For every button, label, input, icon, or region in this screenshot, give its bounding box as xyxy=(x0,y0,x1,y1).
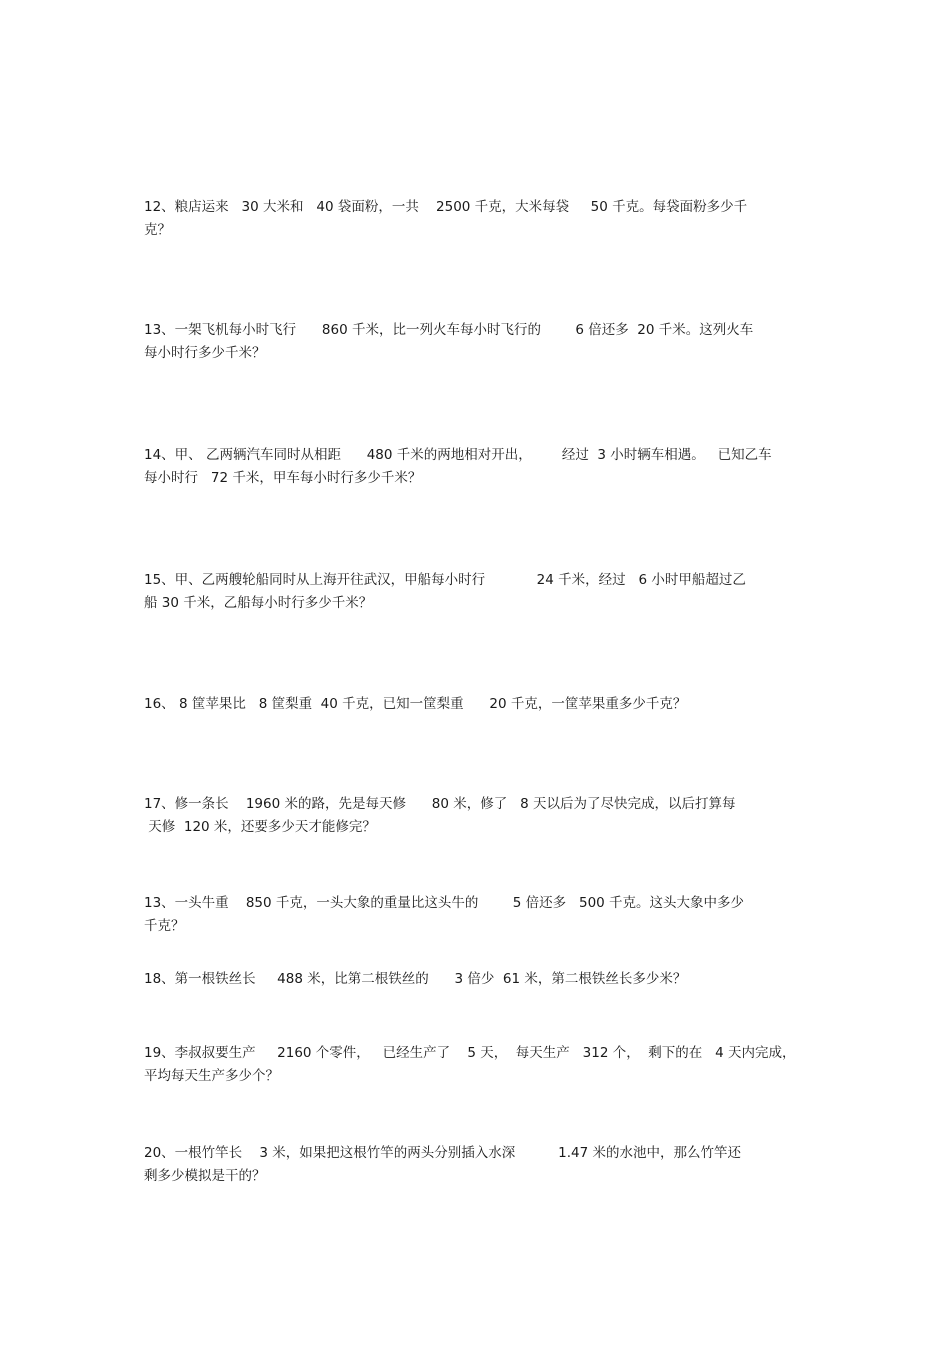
question-line: 18、第一根铁丝长 488 米，比第二根铁丝的 3 倍少 61 米，第二根铁丝长多少米？ xyxy=(144,971,687,987)
question-line: 16、 8 筐苹果比 8 筐梨重 40 千克，已知一筐梨重 20 千克，一筐苹果重多少千克？ xyxy=(144,696,687,712)
question-20 xyxy=(144,1142,804,1188)
question-line: 12、粮店运来 30 大米和 40 袋面粉，一共 2500 千克，大米每袋 50 千克。每袋面粉多少千 xyxy=(144,199,748,215)
question-line: 平均每天生产多少个？ xyxy=(144,1068,279,1084)
question-line: 13、一头牛重 850 千克，一头大象的重量比这头牛的 5 倍还多 500 千克。这头大象中多少 xyxy=(144,895,745,911)
question-line: 15、甲、乙两艘轮船同时从上海开往武汉，甲船每小时行 24 千米，经过 6 小时甲船超过乙 xyxy=(144,572,746,588)
question-line: 19、李叔叔要生产 2160 个零件， 已经生产了 5 天， 每天生产 312 个， 剩下的在 4 天内完成， xyxy=(144,1045,796,1061)
question-line: 千克？ xyxy=(144,918,185,934)
question-line: 克？ xyxy=(144,222,171,238)
question-13b xyxy=(144,892,804,938)
question-line: 船 30 千米，乙船每小时行多少千米？ xyxy=(144,595,373,611)
question-15 xyxy=(144,569,804,615)
question-line: 剩多少模拟是干的？ xyxy=(144,1168,266,1184)
question-line: 13、一架飞机每小时飞行 860 千米，比一列火车每小时飞行的 6 倍还多 20 千米。这列火车 xyxy=(144,322,754,338)
question-14 xyxy=(144,444,804,490)
question-19 xyxy=(144,1042,804,1088)
question-line: 每小时行 72 千米，甲车每小时行多少千米？ xyxy=(144,470,422,486)
question-line: 17、修一条长 1960 米的路，先是每天修 80 米，修了 8 天以后为了尽快完成，以后打算每 xyxy=(144,796,736,812)
question-18 xyxy=(144,968,804,991)
question-line: 每小时行多少千米？ xyxy=(144,345,266,361)
question-line: 14、甲、 乙两辆汽车同时从相距 480 千米的两地相对开出， 经过 3 小时辆车相遇。 已知乙车 xyxy=(144,447,772,463)
question-12 xyxy=(144,196,804,242)
question-16 xyxy=(144,693,804,716)
question-line: 20、一根竹竿长 3 米，如果把这根竹竿的两头分别插入水深 1.47 米的水池中，那么竹竿还 xyxy=(144,1145,741,1161)
question-line: 天修 120 米，还要多少天才能修完？ xyxy=(144,819,376,835)
question-17 xyxy=(144,793,804,839)
question-13 xyxy=(144,319,804,365)
